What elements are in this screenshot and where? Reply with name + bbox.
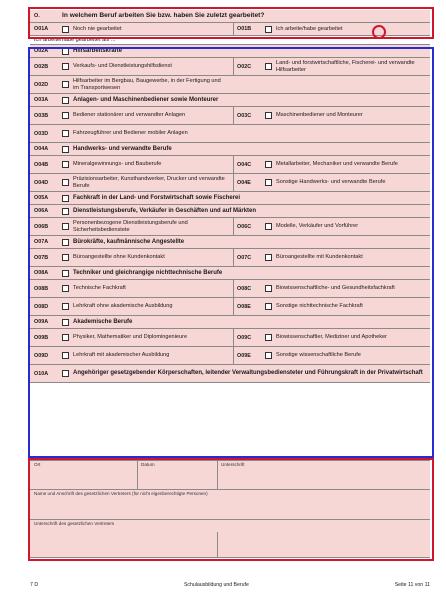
row-code: O07B [34,254,49,261]
row-code: O03C [237,112,252,119]
option-label: Verkaufs- und Dienstleistungshilfsdienst [73,63,172,70]
row-code: O04C [237,161,252,168]
row-code: O03D [34,130,49,137]
occupation-option[interactable] [265,58,425,75]
row-code: O04D [34,179,49,186]
first-option-row [30,23,430,36]
option-row [30,76,430,94]
option-never-worked[interactable] [62,23,122,35]
category-row [30,316,430,329]
row-code: O08A [34,270,49,276]
checkbox-icon[interactable] [62,303,69,310]
datum-label: Datum [141,462,155,467]
occupation-option[interactable] [62,298,227,315]
option-row [30,249,430,267]
checkbox-icon[interactable] [265,223,272,230]
occupation-option[interactable] [62,156,227,173]
checkbox-icon[interactable] [265,334,272,341]
option-label: Metallarbeiter, Mechaniker und verwandte Berufe [276,161,398,168]
checkbox-icon[interactable] [62,208,69,215]
option-label: Physiker, Mathematiker und Diplomingenieure [73,334,188,341]
row-code: O02B [34,63,49,70]
checkbox-icon[interactable] [62,334,69,341]
checkbox-icon[interactable] [62,146,69,153]
option-label: Ich arbeite/habe gearbeitet [276,25,343,32]
occupation-option[interactable] [62,76,227,93]
category-row [30,365,430,383]
checkbox-icon[interactable] [62,48,69,55]
checkbox-icon[interactable] [62,270,69,277]
row-code: O10A [34,370,49,377]
row-code: O06A [34,208,49,214]
checkbox-icon[interactable] [265,303,272,310]
row-code: O09E [237,352,251,359]
checkbox-icon[interactable] [62,81,69,88]
checkbox-icon[interactable] [265,285,272,292]
option-row [30,329,430,347]
checkbox-icon[interactable] [62,130,69,137]
checkbox-icon[interactable] [265,112,272,119]
representative-name-label: Name und Anschrift des gesetzlichen Vertreters (für nicht eigenberechtigte Personen) [34,491,208,496]
option-row [30,156,430,174]
row-code: O06C [237,223,252,230]
page-footer [30,582,430,588]
category-row [30,45,430,58]
option-row [30,347,430,365]
option-label: Bediener stationärer und verwandter Anlagen [73,112,186,119]
checkbox-icon[interactable] [62,352,69,359]
checkbox-icon[interactable] [62,195,69,202]
row-code: O08C [237,285,252,292]
occupation-option[interactable] [62,94,424,106]
representative-signature-label: Unterschrift des gesetzlichen Vertreters [34,521,115,526]
occupation-option[interactable] [62,236,424,248]
row-code: O09B [34,334,49,341]
occupation-option[interactable] [62,249,227,266]
option-label: Hilfsarbeitskräfte [73,47,123,54]
option-label: Anlagen- und Maschinenbediener sowie Monteurer [73,96,219,103]
option-row [30,58,430,76]
row-code: O05A [34,195,49,201]
option-label: Hilfsarbeiter im Bergbau, Baugewerbe, in der Fertigung und im Transportwesen [73,78,221,91]
checkbox-icon[interactable] [62,254,69,261]
option-label: Sonstige wissenschaftliche Berufe [276,352,361,359]
option-label: Techniker und gleichrangige nichttechnische Berufe [73,269,223,276]
row-code: O02C [237,63,252,70]
checkbox-icon[interactable] [265,179,272,186]
option-label: Fachkraft in der Land- und Forstwirtschaft sowie Fischerei [73,194,241,201]
checkbox-icon[interactable] [265,26,272,33]
occupation-option[interactable] [62,267,424,279]
option-label: Noch nie gearbeitet [73,25,122,32]
occupation-list [30,45,430,383]
footer-right: Seite 11 von 11 [394,582,430,588]
occupation-option[interactable] [265,218,425,235]
row-code: O07A [34,239,49,245]
option-label: Maschinenbediener und Monteurer [276,112,363,119]
option-row [30,298,430,316]
row-code: O09C [237,334,252,341]
occupation-option[interactable] [62,58,227,75]
row-code: O02A [34,48,49,54]
occupation-option[interactable] [265,107,425,124]
option-row [30,107,430,125]
row-code: O08E [237,303,251,310]
row-code: O06B [34,223,49,230]
row-code: O02D [34,81,49,88]
occupation-option[interactable] [62,218,227,235]
occupation-option[interactable] [62,174,227,191]
footer-center: Schulausbildung und Berufe [183,582,249,588]
category-row [30,143,430,156]
option-code: O01A [34,26,49,32]
occupation-option[interactable] [265,249,425,266]
checkbox-icon[interactable] [62,112,69,119]
occupation-option[interactable] [62,143,424,155]
representative-signature-field[interactable] [30,520,430,558]
unterschrift-label: Unterschrift [221,462,245,467]
option-code: O01B [237,26,252,32]
occupation-option[interactable] [265,156,425,173]
occupation-option[interactable] [265,280,425,297]
row-code: O09D [34,352,49,359]
occupation-option[interactable] [62,347,227,364]
occupation-option[interactable] [62,107,227,124]
option-row [30,174,430,192]
row-code: O07C [237,254,252,261]
occupation-option[interactable] [62,125,227,142]
option-label: Lehrkraft mit akademischer Ausbildung [73,352,170,359]
option-row [30,218,430,236]
representative-name-field[interactable] [30,490,430,520]
option-label: Fahrzeugführer und Bediener mobiler Anlagen [73,130,188,137]
category-row [30,205,430,218]
checkbox-icon[interactable] [265,63,272,70]
option-label: Land- und forstwirtschaftliche, Fischerei- und verwandte Hilfsarbeiter [276,60,415,73]
checkbox-icon[interactable] [62,26,69,33]
question-code: O. [34,13,40,19]
option-label: Büroangestellte mit Kundenkontakt [276,254,363,261]
option-label: Sonstige nichttechnische Fachkraft [276,303,363,310]
question-text: In welchem Beruf arbeiten Sie bzw. haben Sie zuletzt gearbeitet? [62,12,265,20]
checkbox-icon[interactable] [265,352,272,359]
ort-label: Ort [34,462,41,467]
question-row [30,10,430,23]
checkbox-icon[interactable] [265,254,272,261]
occupation-option[interactable] [62,45,424,57]
option-row [30,125,430,143]
occupation-option[interactable] [62,316,424,328]
footer-left: 7 D [30,582,39,588]
occupation-option[interactable] [265,347,425,364]
checkbox-icon[interactable] [62,161,69,168]
category-row [30,267,430,280]
row-code: O04A [34,146,49,152]
occupation-option[interactable] [62,280,227,297]
checkbox-icon[interactable] [62,223,69,230]
checkbox-icon[interactable] [265,161,272,168]
occupation-option[interactable] [62,192,424,204]
highlight-circle [372,25,386,39]
checkbox-icon[interactable] [62,319,69,326]
option-label: Dienstleistungsberufe, Verkäufer in Geschäften und auf Märkten [73,207,257,214]
option-label: Präzisionsarbeiter, Kunsthandwerker, Drucker und verwandte Berufe [73,176,225,189]
option-label: Sonstige Handwerks- und verwandte Berufe [276,179,386,186]
row-code: O08D [34,303,49,310]
option-label: Mineralgewinnungs- und Bauberufe [73,161,162,168]
row-code: O04E [237,179,251,186]
checkbox-icon[interactable] [62,239,69,246]
option-label: Handwerks- und verwandte Berufe [73,145,172,152]
option-label: Lehrkraft ohne akademische Ausbildung [73,303,173,310]
occupation-option[interactable] [265,174,425,191]
row-code: O04B [34,161,49,168]
occupation-option[interactable] [265,298,425,315]
option-worked[interactable] [265,23,343,35]
checkbox-icon[interactable] [62,97,69,104]
option-label: Technische Fachkraft [73,285,126,292]
option-label: Angehöriger gesetzgebender Körperschaften, leitender Verwaltungsbediensteter und Führungskraft in der Privatwirtschaft [73,370,423,377]
occupation-option[interactable] [62,365,424,382]
row-code: O03B [34,112,49,119]
option-label: Personenbezogene Dienstleistungsberufe und Sicherheitsbedienstete [73,220,188,233]
option-label: Akademische Berufe [73,318,133,325]
occupation-option[interactable] [62,205,424,217]
option-label: Büroangestellte ohne Kundenkontakt [73,254,165,261]
category-row [30,236,430,249]
checkbox-icon[interactable] [62,179,69,186]
checkbox-icon[interactable] [62,370,69,377]
option-row [30,280,430,298]
option-label: Biowissenschaftler, Mediziner und Apotheker [276,334,388,341]
checkbox-icon[interactable] [62,63,69,70]
subheader-text: Ich arbeite/habe gearbeitet als ... [34,36,116,43]
occupation-option[interactable] [62,329,227,346]
row-code: O08B [34,285,49,292]
category-row [30,192,430,205]
occupation-form [30,10,430,383]
subheader-row [30,36,430,45]
place-date-signature-row [30,460,430,490]
checkbox-icon[interactable] [62,285,69,292]
row-code: O09A [34,319,49,325]
occupation-option[interactable] [265,329,425,346]
option-label: Bürokräfte, kaufmännische Angestellte [73,238,185,245]
row-code: O03A [34,97,49,103]
category-row [30,94,430,107]
option-label: Modelle, Verkäufer und Vorführer [276,223,359,230]
option-label: Biowissenschaftliche- und Gesundheitsfachkraft [276,285,395,292]
